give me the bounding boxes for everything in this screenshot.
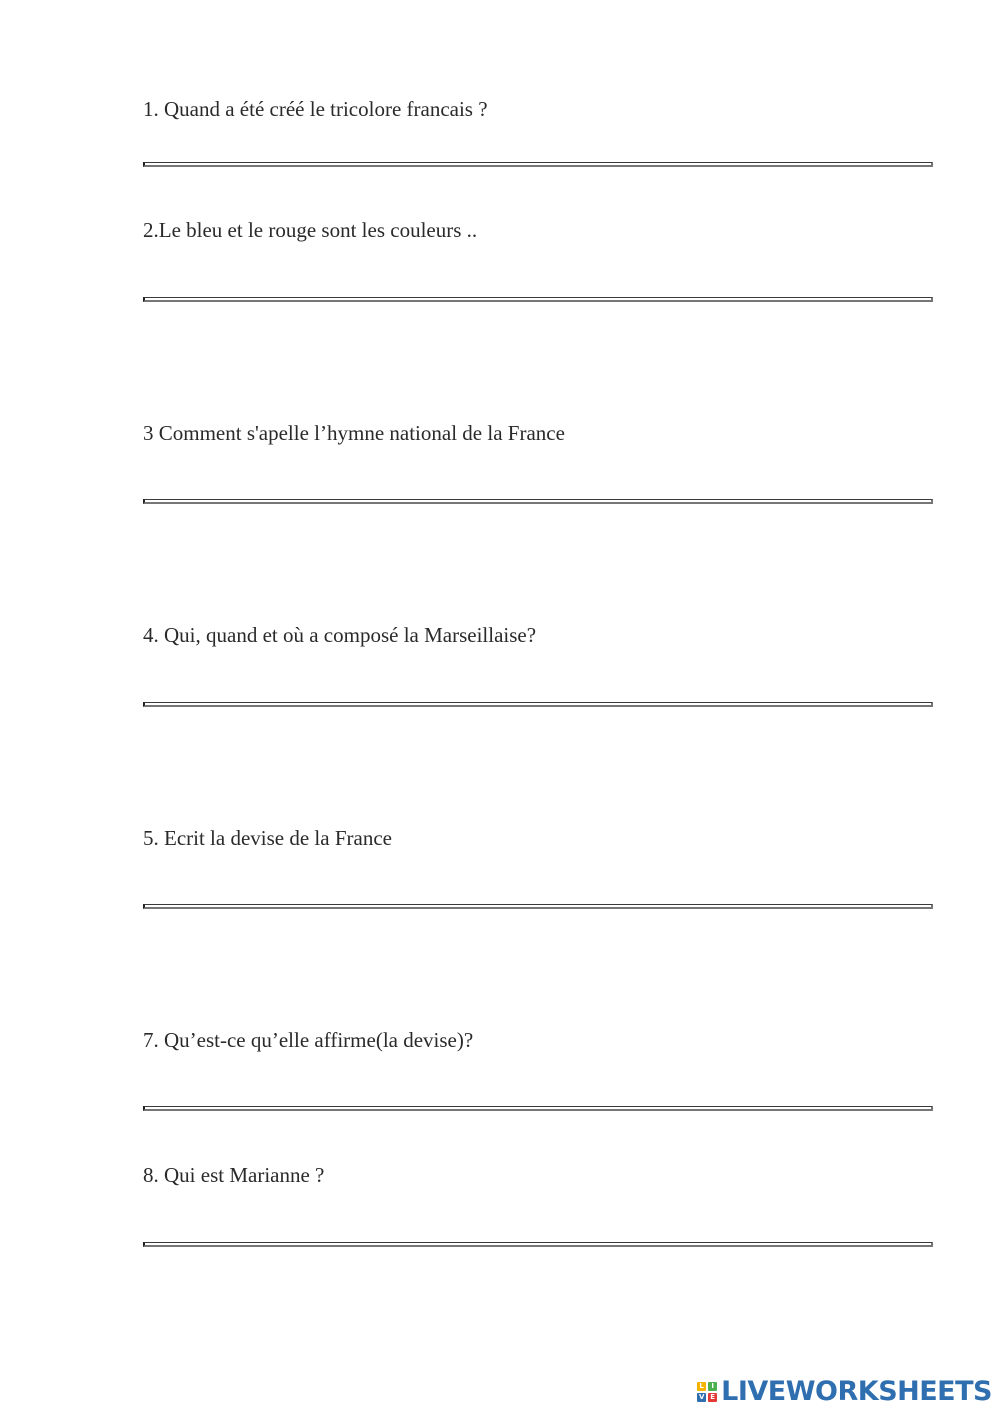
answer-field-1[interactable] bbox=[143, 162, 933, 167]
question-8: 8. Qui est Marianne ? bbox=[143, 1163, 325, 1187]
question-5: 5. Ecrit la devise de la France bbox=[143, 826, 392, 850]
answer-field-5[interactable] bbox=[143, 904, 933, 909]
answer-field-8[interactable] bbox=[143, 1242, 933, 1247]
answer-field-7[interactable] bbox=[143, 1106, 933, 1111]
answer-field-2[interactable] bbox=[143, 297, 933, 302]
logo-letter-v: V bbox=[698, 1392, 705, 1401]
liveworksheets-logo-icon bbox=[697, 1382, 717, 1402]
logo-letter-l: L bbox=[697, 1382, 706, 1391]
question-3: 3 Comment s'apelle l’hymne national de la France bbox=[143, 421, 565, 445]
answer-field-3[interactable] bbox=[143, 499, 933, 504]
question-4: 4. Qui, quand et où a composé la Marseillaise? bbox=[143, 623, 537, 647]
liveworksheets-watermark bbox=[697, 1376, 992, 1407]
answer-field-4[interactable] bbox=[143, 702, 933, 707]
logo-letter-e: E bbox=[708, 1393, 717, 1402]
question-1: 1. Quand a été créé le tricolore francais ? bbox=[143, 97, 488, 121]
question-7: 7. Qu’est-ce qu’elle affirme(la devise)? bbox=[143, 1028, 474, 1052]
logo-letter-i: I bbox=[708, 1382, 717, 1391]
question-2: 2.Le bleu et le rouge sont les couleurs .. bbox=[143, 218, 478, 242]
brand-name: LIVEWORKSHEETS bbox=[721, 1376, 992, 1407]
